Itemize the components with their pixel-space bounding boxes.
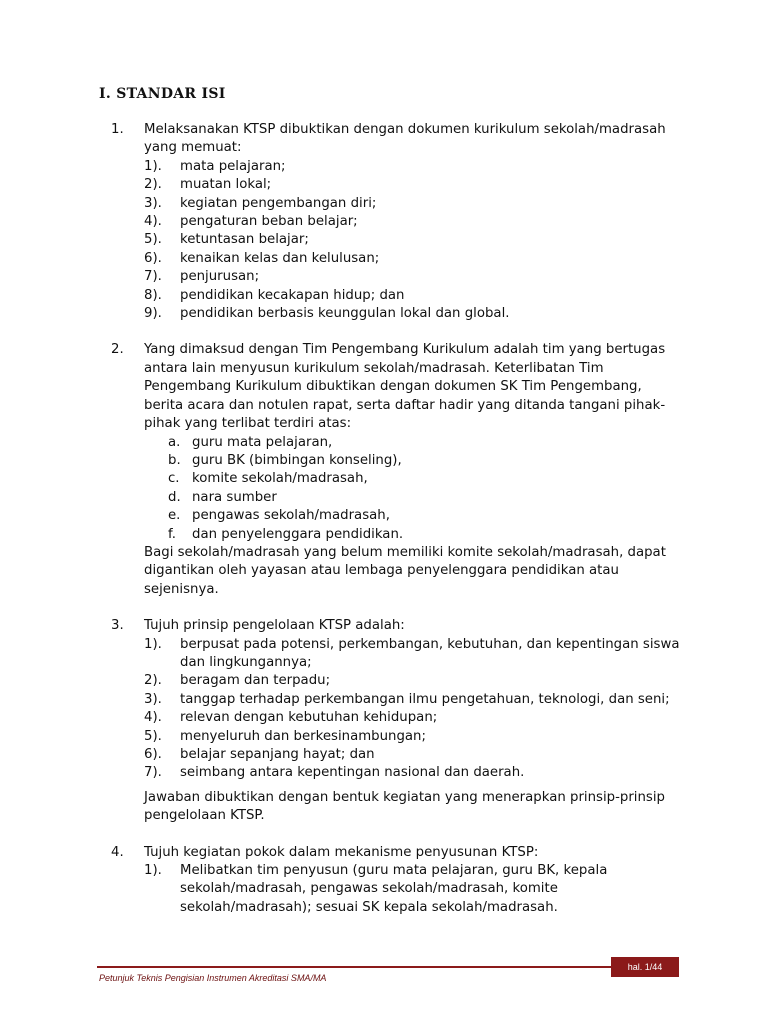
sub-item: b. guru BK (bimbingan konseling), (168, 452, 402, 468)
sub-item: c. komite sekolah/madrasah, (168, 471, 368, 487)
sub-item: 6). kenaikan kelas dan kelulusan; (144, 250, 380, 266)
sub-item: 8). pendidikan kecakapan hidup; dan (144, 287, 405, 303)
item-note: Jawaban dibuktikan dengan bentuk kegiatan yang menerapkan prinsip-prinsip pengelolaan KTSP. (144, 789, 665, 824)
sub-item: 1). berpusat pada potensi, perkembangan, kebutuhan, dan kepentingan siswa dan lingkungannya; (144, 636, 680, 670)
footer-divider (97, 966, 679, 968)
sub-item: 3). kegiatan pengembangan diri; (144, 195, 377, 211)
item-note: Bagi sekolah/madrasah yang belum memiliki komite sekolah/madrasah, dapat digantikan oleh yayasan atau lembaga penyelenggara pendidikan atau sejenisnya. (144, 544, 666, 597)
sub-item: 5). menyeluruh dan berkesinambungan; (144, 728, 426, 744)
sub-item: 7). seimbang antara kepentingan nasional dan daerah. (144, 765, 525, 781)
sub-item: 2). beragam dan terpadu; (144, 673, 331, 689)
sub-item: 4). pengaturan beban belajar; (144, 214, 358, 230)
item-number: 4. (111, 844, 124, 860)
sub-item: 9). pendidikan berbasis keunggulan lokal dan global. (144, 306, 510, 322)
sub-item: 5). ketuntasan belajar; (144, 232, 309, 248)
sub-item: 3). tanggap terhadap perkembangan ilmu pengetahuan, teknologi, dan seni; (144, 691, 670, 707)
item-number: 2. (111, 342, 124, 358)
page-number-badge: hal. 1/44 (611, 957, 679, 977)
sub-item: d. nara sumber (168, 489, 277, 505)
sub-item: f. dan penyelenggara pendidikan. (168, 526, 404, 542)
section-heading: I. STANDAR ISI (99, 86, 226, 102)
item-number: 1. (111, 122, 124, 137)
numbered-list (0, 121, 768, 917)
sub-item: 7). penjurusan; (144, 269, 260, 285)
sub-item: 4). relevan dengan kebutuhan kehidupan; (144, 710, 438, 726)
list-item (0, 617, 768, 825)
list-item (0, 121, 768, 323)
item-number: 3. (111, 618, 124, 634)
item-intro: Yang dimaksud dengan Tim Pengembang Kurikulum adalah tim yang bertugas antara lain menyusun kurikulum sekolah/madrasah. Keterlibatan Tim Pengembang Kurikulum dibuktikan dengan dokumen SK Tim Pengembang, berita acara dan notulen rapat, serta daftar hadir yang ditanda tangani pihak-pihak yang terlibat terdiri atas: (144, 342, 666, 432)
item-intro: Melaksanakan KTSP dibuktikan dengan dokumen kurikulum sekolah/madrasah yang memuat: (144, 122, 666, 156)
sub-item: 1). Melibatkan tim penyusun (guru mata pelajaran, guru BK, kepala sekolah/madrasah, pengawas sekolah/madrasah, komite sekolah/madrasah); sesuai SK kepala sekolah/madrasah. (144, 863, 608, 915)
footer-document-title: Petunjuk Teknis Pengisian Instrumen Akreditasi SMA/MA (99, 973, 327, 983)
list-item (0, 341, 768, 599)
item-intro: Tujuh kegiatan pokok dalam mekanisme penyusunan KTSP: (144, 844, 539, 860)
sub-item: a. guru mata pelajaran, (168, 434, 333, 450)
sub-item: 1). mata pelajaran; (144, 158, 286, 174)
sub-item: e. pengawas sekolah/madrasah, (168, 508, 390, 524)
list-item (0, 844, 768, 918)
item-intro: Tujuh prinsip pengelolaan KTSP adalah: (144, 618, 405, 634)
sub-item: 2). muatan lokal; (144, 177, 272, 193)
sub-item: 6). belajar sepanjang hayat; dan (144, 747, 375, 762)
